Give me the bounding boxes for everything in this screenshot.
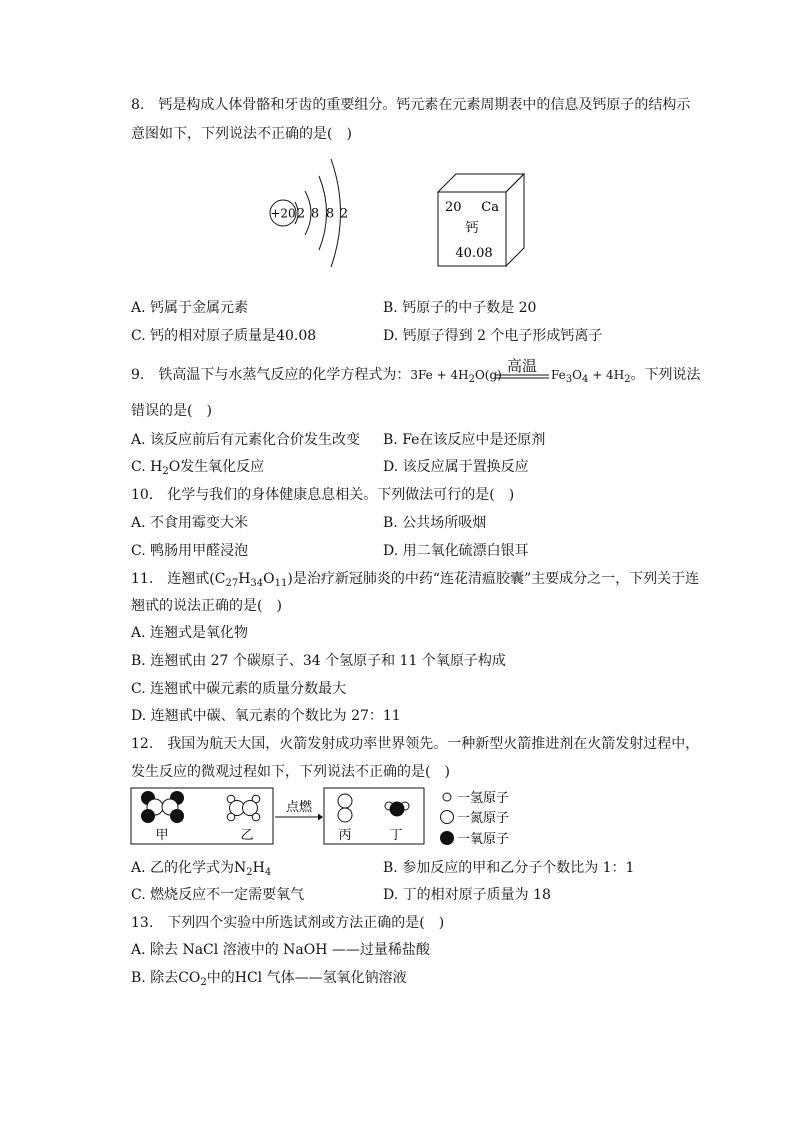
q12-stem-line2: 发生反应的微观过程如下，下列说法不正确的是( ) — [131, 764, 450, 780]
atom-shell-2: 8 — [310, 206, 320, 222]
q8-option-c: C. 钙的相对原子质量是40.08 — [131, 328, 317, 344]
legend-oxygen-atom — [441, 832, 454, 845]
q8-stem-line1: 8. 钙是构成人体骨骼和牙齿的重要组分。钙元素在元素周期表中的信息及钙原子的结构示 — [131, 97, 691, 113]
legend-nitrogen-atom — [441, 811, 454, 824]
atom-shell-1: 2 — [296, 206, 306, 222]
reaction-condition: 点燃 — [285, 800, 313, 815]
q8-option-a: A. 钙属于金属元素 — [131, 300, 249, 316]
q11-option-d: D. 连翘甙中碳、氧元素的个数比为 27：11 — [131, 708, 401, 724]
legend-oxygen-label: 一氧原子 — [457, 832, 510, 847]
q10-option-a: A. 不食用霉变大米 — [131, 515, 249, 531]
q10-option-b: B. 公共场所吸烟 — [383, 515, 487, 531]
q9-equation-double-line — [494, 373, 550, 381]
q11-stem-line1: 11. 连翘甙$(C_{27}H_{34}O_{11})$是治疗新冠肺炎的中药“连花清瘟胶囊”主要成分之一，下列关于连 — [131, 571, 700, 589]
q11-stem-line2: 翘甙的说法正确的是( ) — [131, 598, 282, 614]
q8-option-b: B. 钙原子的中子数是 20 — [383, 300, 537, 316]
q13-option-a: A. 除去 NaCl 溶液中的 NaOH ——过量稀盐酸 — [131, 942, 430, 958]
q9-equation-condition: 高温 — [506, 357, 537, 375]
q9-stem-line1: 9. 铁高温下与水蒸气反应的化学方程式为：$3Fe + 4H_2O(g)$ — [131, 367, 502, 385]
label-ding: 丁 — [389, 828, 403, 843]
element-atomic-mass: 40.08 — [455, 246, 493, 261]
q11-option-c: C. 连翘甙中碳元素的质量分数最大 — [131, 681, 347, 697]
element-atomic-number: 20 — [445, 200, 462, 215]
q9-stem-line2: 错误的是( ) — [131, 403, 212, 419]
label-bing: 丙 — [338, 828, 352, 843]
q13-option-b: B. 除去$CO_2$中的HCl 气体——氢氧化钠溶液 — [131, 970, 407, 988]
calcium-element-cell — [430, 168, 530, 272]
q12-option-d: D. 丁的相对原子质量为 18 — [383, 887, 551, 903]
q11-option-b: B. 连翘甙由 27 个碳原子、34 个氢原子和 11 个氧原子构成 — [131, 653, 506, 669]
legend-nitrogen-label: 一氮原子 — [457, 811, 510, 826]
q9-option-d: D. 该反应属于置换反应 — [383, 459, 529, 475]
q9-stem-line1-end: $Fe_3O_4 + 4H_2$。下列说法 — [551, 367, 701, 385]
q9-option-c: C. $H_2O$发生氧化反应 — [131, 459, 265, 477]
q8-stem-line2: 意图如下，下列说法不正确的是( ) — [131, 126, 352, 142]
atom-shell-3: 8 — [325, 206, 335, 222]
atom-nucleus-charge: +20 — [270, 206, 296, 221]
q10-option-d: D. 用二氧化硫漂白银耳 — [383, 543, 529, 559]
q12-option-a: A. 乙的化学式为$N_2H_4$ — [131, 860, 272, 878]
label-yi: 乙 — [240, 828, 254, 843]
element-name: 钙 — [465, 221, 479, 236]
legend-hydrogen-atom — [443, 793, 451, 801]
atom-shell-4: 2 — [339, 206, 349, 222]
reaction-micro-process-diagram — [130, 786, 530, 848]
legend-hydrogen-label: 一氢原子 — [457, 791, 510, 806]
label-jia: 甲 — [155, 828, 169, 843]
q9-option-a: A. 该反应前后有元素化合价发生改变 — [131, 432, 361, 448]
q11-option-a: A. 连翘式是氧化物 — [131, 625, 249, 641]
q9-option-b: B. Fe在该反应中是还原剂 — [383, 432, 546, 448]
q10-stem: 10. 化学与我们的身体健康息息相关。下列做法可行的是( ) — [131, 487, 515, 503]
q8-option-d: D. 钙原子得到 2 个电子形成钙离子 — [383, 328, 603, 344]
element-symbol: Ca — [481, 200, 499, 215]
q10-option-c: C. 鸭肠用甲醛浸泡 — [131, 543, 249, 559]
q12-stem-line1: 12. 我国为航天大国，火箭发射成功率世界领先。一种新型火箭推进剂在火箭发射过程中， — [131, 736, 700, 752]
q13-stem: 13. 下列四个实验中所选试剂或方法正确的是( ) — [131, 915, 445, 931]
q12-option-b: B. 参加反应的甲和乙分子个数比为 1：1 — [383, 860, 635, 876]
q12-option-c: C. 燃烧反应不一定需要氧气 — [131, 887, 305, 903]
reaction-arrow-head — [318, 814, 323, 821]
calcium-atom-structure-diagram — [262, 150, 362, 275]
